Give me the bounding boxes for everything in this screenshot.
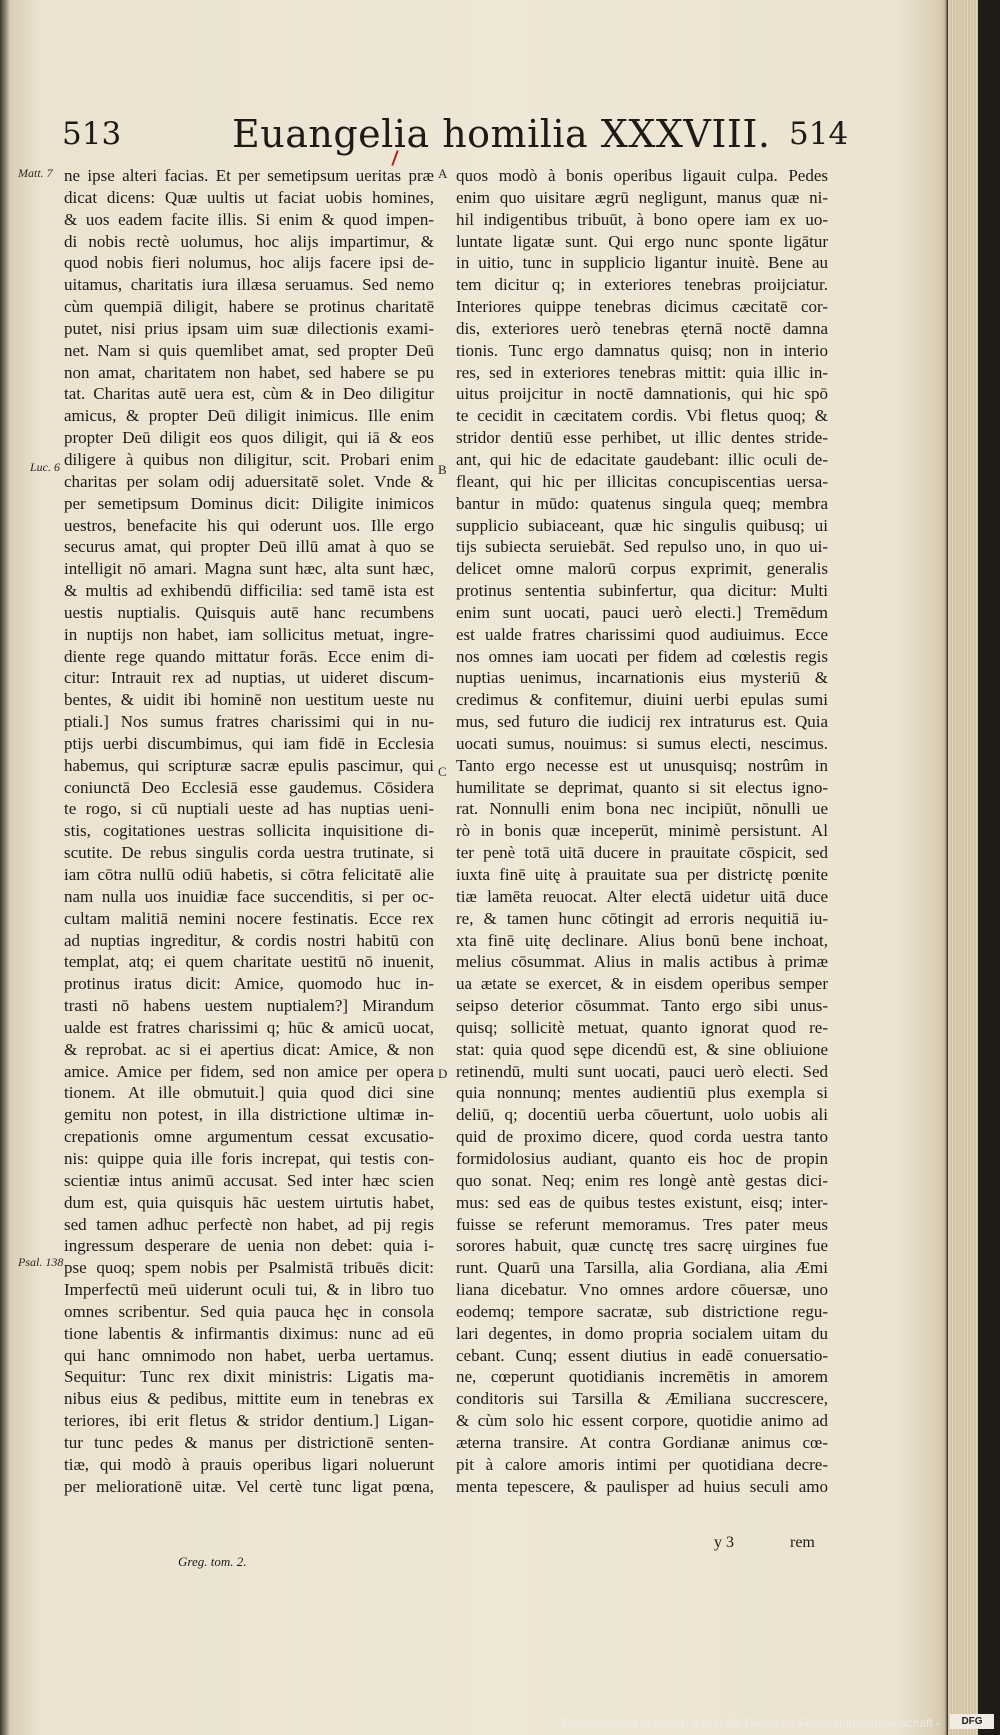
text-line: formidolosius audiant, quanto eis hoc de propin [456,1148,828,1168]
text-line: tionis. Tunc ergo damnatus quisq; non in interio [456,340,828,360]
text-line: uocati sumus, nouimus: si sumus electi, nescimus. [456,733,828,753]
text-line: nuptias uenimus, incarnationis eius mysteriū & [456,668,828,688]
text-line: ptiali.] Nos sumus fratres charissimi qui in nu- [64,712,434,732]
text-line: Tanto ergo necesse est ut unusquisq; nostrûm in [456,755,828,775]
text-line: tijs subiecta seruiebāt. Sed repulso uno, in quo ui- [456,537,828,557]
text-line: habemus, qui scripturæ sacræ epulis pascimur, qui [64,755,434,775]
text-column-right [456,165,828,1497]
text-line: tat. Charitas autē uera est, cùm & in Deo diligitur [64,384,434,404]
digitization-note: Digitalisierung gefördert durch die Deutsche Forschungsgemeinschaft - [561,1716,940,1730]
text-line: uestros, benefacite his qui oderunt uos. Ille ergo [64,515,434,535]
text-line: teriores, ibi erit fletus & stridor dentium.] Ligan- [64,1411,434,1431]
running-title: Euangelia homilia XXXVIII. [232,112,771,156]
text-line: ne, cœperunt quotidianis incremētis in amorem [456,1367,828,1387]
text-line: scutite. De rebus singulis corda uestra trutinate, si [64,843,434,863]
text-line: lari degentes, in domo propria socialem uitam du [456,1323,828,1343]
margin-note-luc: Luc. 6 [30,460,60,474]
text-line: tiæ, qui modò à prauis operibus ligari noluerunt [64,1454,434,1474]
text-line: coniunctā Deo Ecclesiā esse gaudemus. Cōsidera [64,777,434,797]
text-line: quisq; sollicitè metuat, quanto ignorat quod re- [456,1017,828,1037]
text-line: re, & tamen hunc cōtingit ad erroris nequitiā iu- [456,908,828,928]
page-header [0,112,948,158]
text-line: tem dicitur q; in exteriores tenebras proijciatur. [456,275,828,295]
text-line: Sequitur: Tunc rex dixit ministris: Ligatis ma- [64,1367,434,1387]
text-line: tur tunc pedes & manus per districtionē senten- [64,1432,434,1452]
text-line: tionem. At ille obmutuit.] quia quod dici sine [64,1083,434,1103]
text-line: runt. Quarū una Tarsilla, alia Gordiana, alia Æmi [456,1258,828,1278]
text-line: ua ætate se exercet, & in eisdem operibus semper [456,974,828,994]
text-line: iuxta finē uitę à prauitate sua per districtę pœnite [456,865,828,884]
text-line: luntate ligatæ sunt. Qui ergo nunc sponte ligātur [456,231,828,251]
text-line: & multis ad exhibendū difficilia: sed tamē ista est [64,581,434,601]
text-line: diligere à quibus non diligitur, scit. Probari enim [64,449,434,469]
text-line: putet, nisi prius ipsam uim suæ dilectionis exami- [64,318,434,338]
text-line: & cùm solo hic essent corpore, quotidie animo ad [456,1411,828,1431]
text-line: nis: quippe quia ille foris increpat, qui testis con- [64,1148,434,1168]
section-letter-c: C [438,764,447,779]
text-line: credimus & confitemur, diuini uerbi epulas sumi [456,690,828,710]
page-number-left: 513 [62,116,122,152]
text-line: deliū, q; docentiū uerba cōuertunt, uolo uobis ali [456,1105,828,1125]
text-line: uitus proijcitur in noctē damnationis, qui hic spō [456,384,828,404]
text-line: fleant, qui hic per illicitas concupiscentias uersa- [456,471,828,491]
text-line: bantur in mūdo: quatenus singula queq; membra [456,493,828,513]
text-line: charitas per solam odij aduersitatē solet. Vnde & [64,471,434,491]
text-line: protinus iratus dicit: Amice, quomodo huc in- [64,974,434,994]
section-letter-b: B [438,462,447,477]
text-line: uitamus, charitatis iura illæsa seruamus. Sed nemo [64,275,434,295]
text-line: xta finē uitę declinare. Alius bonū bene inchoat, [456,930,828,950]
text-line: ter penè totā uitā ducere in prauitate cōspicit, sed [456,843,828,863]
text-line: ptijs uerbi discumbimus, qui iam fidē in Ecclesia [64,733,434,753]
text-line: stridor dentiū esse perhibet, ut illic dentes stride- [456,428,828,448]
text-line: stis, cogitationes uestras sollicita inquisitione di- [64,821,434,841]
text-line: liana dicebatur. Vno omnes ardore cōuersæ, uno [456,1280,828,1300]
text-line: propter Deū diligit eos quos diligit, qui iā & eos [64,428,434,448]
text-line: uestis nuptialis. Quisquis autē hanc recumbens [64,602,434,622]
text-line: quia nonnunq; mentes audientiū plus exempla si [456,1083,828,1103]
text-line: sed tamen adhuc perfectè non habet, ad pij regis [64,1214,434,1234]
catchword: rem [790,1534,815,1551]
text-line: protinus sententia subinfertur, qua dicitur: Multi [456,581,828,601]
text-line: securus amat, qui propter Deū illū amat à quo se [64,537,434,557]
text-line: amicus, & propter Deū diligit inimicus. Ille enim [64,406,434,426]
text-line: dum est, quia quisquis hāc uestem uirtutis habet, [64,1192,434,1212]
book-page-edges [948,0,978,1735]
text-line: nam nulla uos inuidiæ face succenditis, si per oc- [64,886,434,906]
text-line: rò in bonis quæ inceperūt, minimè persistunt. Al [456,821,828,841]
text-line: æterna transire. At contra Gordianæ animus cœ- [456,1432,828,1452]
text-column-left [64,165,434,1497]
text-line: di nobis rectè uolumus, hoc alijs impartimur, & [64,231,434,251]
text-line: eodemq; tempore sacratæ, sub districtione regu- [456,1301,828,1321]
text-line: supplicio subiaceant, quæ hic singulis quibusq; ui [456,515,828,535]
text-line: iam cōtra nullū odiū habetis, si cōtra felicitatē alie [64,865,434,884]
text-line: per meliorationē uitæ. Vel certè tunc ligat pœna, [64,1476,434,1496]
text-line: nibus eius & pedibus, mittite eum in tenebras ex [64,1389,434,1409]
text-line: stat: quia quod sępe dicendū est, & sine obliuione [456,1039,828,1059]
section-letter-d: D [438,1066,448,1081]
text-line: fuisse se referunt memoramus. Tres pater meus [456,1214,828,1234]
text-line: est ualde fratres charissimi quod audiuimus. Ecce [456,624,828,644]
text-line: intelligit nō amari. Magna sunt hæc, alta sunt hæc, [64,559,434,579]
page-number-right: 514 [789,116,849,152]
text-line: enim sunt uocati, pauci uerò electi.] Tremēdum [456,602,828,622]
text-line: cebant. Cunq; essent diutius in eadē conuersatio- [456,1345,828,1365]
text-line: quo sonat. Neq; enim res longè antè gestas dici- [456,1170,828,1190]
text-line: delicet omne malorū corpus exprimit, generalis [456,559,828,579]
text-line: templat, atq; ei quem charitate uestitū nō inuenit, [64,952,434,972]
text-line: ualde est fratres charissimi q; hūc & amicū uocat, [64,1017,434,1037]
text-line: dicat dicens: Quæ uultis ut faciat uobis homines, [64,187,434,207]
text-line: omnes scribentur. Sed quia pauca hęc in consola [64,1301,434,1321]
text-line: & reprobat. ac si ei apertius dicat: Amice, & non [64,1039,434,1059]
signature-mark: Greg. tom. 2. [178,1554,247,1569]
text-line: tiæ lamēta reuocat. Alter electā uidetur uitā duce [456,886,828,906]
text-line: melius cōsummat. Alius in malis actibus à primæ [456,952,828,972]
text-line: cultam malitiā nemini nocere festinatis. Ecce rex [64,908,434,928]
text-line: te rogo, si cū nuptiali ueste ad has nuptias ueni- [64,799,434,819]
text-line: humilitate se deprimat, quanto si sit electus igno- [456,777,828,797]
text-line: in nuptijs non habet, iam sollicitus metuat, ingre- [64,624,434,644]
text-line: crepationis omne argumentum cessat excusatio- [64,1127,434,1147]
text-line: net. Nam si quis quemlibet amat, sed propter Deū [64,340,434,360]
text-line: per semetipsum Dominus dicit: Diligite inimicos [64,493,434,513]
text-line: scientiæ intus animū accusat. Sed inter hæc scien [64,1170,434,1190]
text-line: diente rege quando mittatur forās. Ecce enim di- [64,646,434,666]
text-line: dis, exteriores uerò tenebras ęternā noctē damna [456,318,828,338]
text-line: menta tepescere, & paulisper ad huius seculi amo [456,1476,828,1496]
text-line: quid de proximo dicere, quod corda uestra tanto [456,1127,828,1147]
margin-note-psal: Psal. 138 [18,1255,64,1269]
text-line: hil indigentibus tribuūt, à bono opere iam ex uo- [456,209,828,229]
text-line: conditoris sui Tarsilla & Æmiliana succrescere, [456,1389,828,1409]
text-line: retinendū, multi sunt uocati, pauci uerò electi. Sed [456,1061,828,1081]
text-line: bentes, & uidit ibi hominē non uestitum ueste nu [64,690,434,710]
text-line: in uitio, tunc in supplicio ligantur inuitè. Bene au [456,253,828,273]
margin-note-matt: Matt. 7 [18,166,53,180]
text-line: ant, qui hic de edacitate gaudebant: illic oculi de- [456,449,828,469]
text-line: pit à calore amoris intimi per quotidiana decre- [456,1454,828,1474]
text-line: mus: sed eas de quibus testes existunt, eisq; inter- [456,1192,828,1212]
text-line: trasti nō habens uestem nuptialem?] Mirandum [64,996,434,1016]
text-line: ad nuptias ingreditur, & cordis nostri habitū con [64,930,434,950]
text-line: tione labentis & infirmantis diximus: nunc ad eū [64,1323,434,1343]
section-letter-a: A [438,166,448,181]
text-line: ingressum desperare de uenia non debet: quia i- [64,1236,434,1256]
text-line: te cecidit in cæcitatem cordis. Vbi fletus quoq; & [456,406,828,426]
text-line: mus, sed futuro die iudicij rex intraturus est. Quia [456,712,828,732]
text-line: quod nobis fieri nolumus, hoc alijs facere ipsi de- [64,253,434,273]
text-line: ne ipse alteri facias. Et per semetipsum ueritas præ [64,166,434,185]
text-line: nos omnes iam uocati per fidem ad cœlestis regis [456,646,828,666]
text-line: seipso deterior cōsummat. Tanto ergo sibi unus- [456,996,828,1016]
dfg-logo: DFG [950,1714,994,1729]
text-line: non amat, charitatem non habet, sed habere se pu [64,362,434,382]
gathering-signature: y 3 [714,1534,734,1551]
text-line: quos modò à bonis operibus ligauit culpa. Pedes [456,166,828,185]
text-line: gemitu non potest, in illa districtione ultimæ in- [64,1105,434,1125]
text-line: Imperfectū meū uiderunt oculi tui, & in libro tuo [64,1280,434,1300]
text-line: & uos eadem facite illis. Si enim & quod impen- [64,209,434,229]
text-line: Interiores quippe tenebras dicimus cæcitatē cor- [456,297,828,317]
text-line: pse quoq; spem nobis per Psalmistā tribuēs dicit: [64,1258,434,1278]
text-line: enim quo uisitare ægrū negligunt, manus quæ ni- [456,187,828,207]
text-line: cùm quempiā diligit, habere se protinus charitatē [64,297,434,317]
text-line: sorores habuit, quæ cunctę tres sacrę uirgines fue [456,1236,828,1256]
text-line: qui hanc omnimodo non habet, uerba uertamus. [64,1345,434,1365]
text-line: rat. Nonnulli enim bona nec incipiūt, nōnulli ue [456,799,828,819]
text-line: res, sed in exteriores tenebras mittit: quia illic in- [456,362,828,382]
text-line: amice. Amice per fidem, sed non amice per opera [64,1061,434,1081]
scan-background [978,0,1000,1735]
text-line: citur: Intrauit rex ad nuptias, ut uideret discum- [64,668,434,688]
